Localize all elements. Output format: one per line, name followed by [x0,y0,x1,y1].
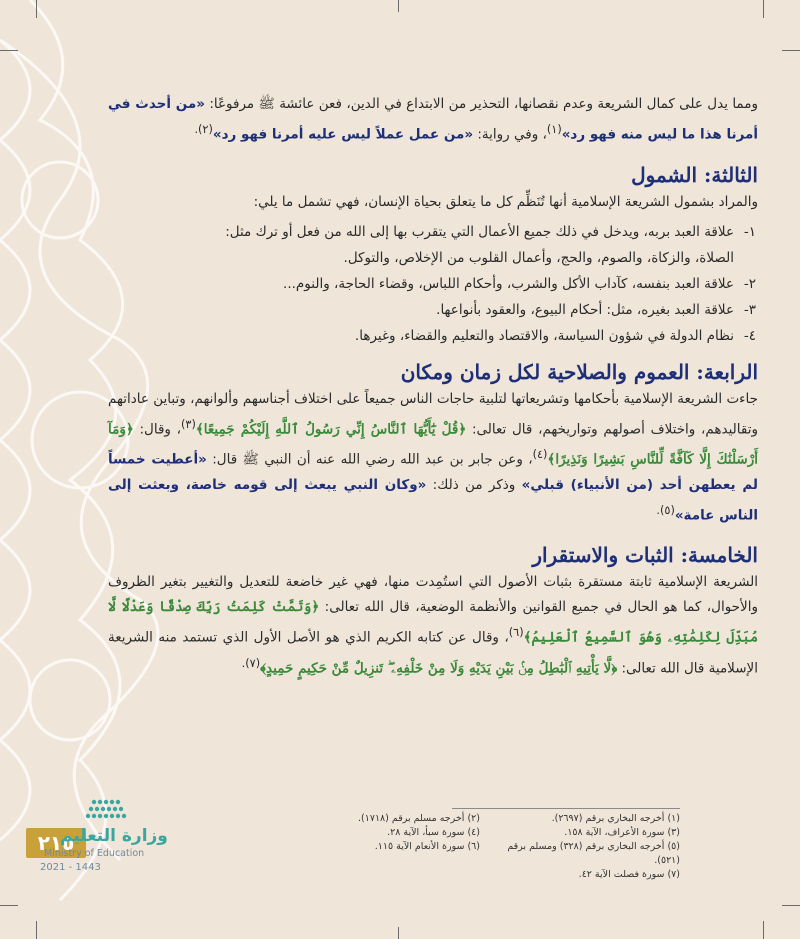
quran-verse: ﴿وَمَآ أَرْسَلْنَٰكَ إِلَّا كَآفَّةً لِّلنَّاسِ بَشِيرًا وَنَذِيرًا﴾ [108,421,758,468]
section-heading-comprehensiveness: الثالثة: الشمول [631,162,758,187]
hadith-quote: «وكان النبي يبعث إلى قومه خاصة، وبعثت إلى الناس عامة» [108,476,758,523]
hadith-quote: «من أحدث في أمرنا هذا ما ليس منه فهو رد» [108,96,758,143]
crop-mark [0,50,18,51]
footnote: (٧) سورة فصلت الآية ٤٢. [578,869,680,880]
page-number: ٢١٥ [26,828,86,858]
crop-mark [398,0,399,12]
section3-intro: والمراد بشمول الشريعة الإسلامية أنها تُنَظِّم كل ما يتعلق بحياة الإنسان، فهي تشمل ما يلي: [253,193,758,210]
ministry-logo-icon [84,796,128,822]
list-item: ٢-علاقة العبد بنفسه، كآداب الأكل والشرب، وأحكام اللباس، وقضاء الحاجة، والنوم... [283,275,756,292]
hadith-quote: «من عمل عملاً ليس عليه أمرنا فهو رد» [212,126,474,143]
hadith-quote: «أعطيت خمساً لم يعطهن أحد (من الأنبياء) قبلي» [108,451,758,493]
quran-verse: ﴿لَّا يَأْتِيهِ ٱلْبَٰطِلُ مِنۢ بَيْنِ يَدَيْهِ وَلَا مِنْ خَلْفِهِۦ ۖ تَنزِيلٌ مِّنْ حَكِيمٍ حَمِيدٍ﴾ [260,660,618,676]
footnote-ref: (١) [546,123,562,136]
intro-paragraph: ومما يدل على كمال الشريعة وعدم نقصانها، التحذير من الابتداع في الدين، فعن عائشة ﷺ مرفوعًا: «من أحدث في أمرنا هذا ما ليس منه فهو رد»$^{(١)}$، وفي رواية: «من عمل عملاً ليس عليه أمرنا فهو رد»$^{(٢).}$ [108,96,758,143]
section4-paragraph: جاءت الشريعة الإسلامية بأحكامها وتشريعاتها لتلبية حاجات الناس جميعاً على اختلاف أجناسهم وألوانهم، وتباين عاداتهم وتقاليدهم، واختلاف أصولهم وتواريخهم، قال تعالى: ﴿قُلْ يَٰٓأَيُّهَا ٱلنَّاسُ إِنِّي رَسُولُ ٱللَّهِ إِلَيْكُمْ جَمِيعًا﴾$^{(٣)}$، وقال: ﴿وَمَآ أَرْسَلْنَٰكَ إِلَّا كَآفَّةً لِّلنَّاسِ بَشِيرًا وَنَذِيرًا﴾$^{(٤)}$، وعن جابر بن عبد الله رضي الله عنه أن النبي ﷺ قال: «أعطيت خمساً لم يعطهن أحد (من الأنبياء) قبلي» وذكر من ذلك: «وكان النبي يبعث إلى قومه خاصة، وبعثت إلى الناس عامة»$^{(٥).}$ [108,390,758,523]
footnote: (٣) سورة الأعراف، الآية ١٥٨. [564,827,680,838]
footnote: (١) أخرجه البخاري برقم (٢٦٩٧). [551,813,680,824]
footnote: (٦) سورة الأنعام الآية ١١٥. [374,841,480,852]
footnote-divider [452,808,680,809]
ministry-name-en: Ministry of Education [44,848,145,859]
edition-year: 2021 - 1443 [40,862,101,873]
footnote: (٢) أخرجه مسلم برقم (١٧١٨). [358,813,480,824]
footnote: (٤) سورة سبأ، الآية ٢٨. [387,827,480,838]
section-heading-stability: الخامسة: الثبات والاستقرار [532,543,758,567]
footnote: (٥) أخرجه البخاري برقم (٣٢٨) ومسلم برقم (٥٢١). [507,841,680,866]
crop-mark [782,50,800,51]
crop-mark [763,0,764,18]
footnote-ref: (٥). [656,503,675,517]
crop-mark [36,0,37,18]
footnotes [300,812,680,882]
footnote-ref: (٧). [241,656,261,670]
footnote-ref: (٢). [194,123,213,136]
section5-paragraph: الشريعة الإسلامية ثابتة مستقرة بثبات الأصول التي استُمِدت منها، فهي غير خاضعة للتعديل والتغيير بتغير الظروف والأحوال، كما هو الحال في جميع القوانين والأنظمة الوضعية، قال الله تعالى: ﴿وَتَمَّتْ كَلِمَتُ رَبِّكَ صِدْقًا وَعَدْلًا لَّا مُبَدِّلَ لِكَلِمَٰتِهِۦ وَهُوَ ٱلسَّمِيعُ ٱلْعَلِيمُ﴾$^{(٦)}$، وقال عن كتابه الكريم الذي هو الأصل الأول الذي تستمد منه الشريعة الإسلامية قال الله تعالى: ﴿لَّا يَأْتِيهِ ٱلْبَٰطِلُ مِنۢ بَيْنِ يَدَيْهِ وَلَا مِنْ خَلْفِهِۦ ۖ تَنزِيلٌ مِّنْ حَكِيمٍ حَمِيدٍ﴾$^{(٧).}$ [108,574,758,676]
crop-mark [398,927,399,939]
list-item: ٤-نظام الدولة في شؤون السياسة، والاقتصاد والتعليم والقضاء، وغيرها. [354,327,756,344]
page-content [108,92,758,681]
crop-mark [36,921,37,939]
crop-mark [763,921,764,939]
crop-mark [0,905,18,906]
section-heading-universality: الرابعة: العموم والصلاحية لكل زمان ومكان [400,359,758,384]
quran-verse: ﴿قُلْ يَٰٓأَيُّهَا ٱلنَّاسُ إِنِّي رَسُولُ ٱللَّهِ إِلَيْكُمْ جَمِيعًا﴾ [195,421,467,437]
ministry-name: وزارة التعليم [60,826,168,846]
list-item: ٣-علاقة العبد بغيره، مثل: أحكام البيوع، والعقود بأنواعها. [436,301,756,318]
footnote-ref: (٦) [508,626,524,639]
comprehensiveness-list [108,219,758,349]
list-item-sub: الصلاة، والزكاة، والصوم، والحج، وأعمال القلوب من الإخلاص، والتوكل. [343,249,734,266]
crop-mark [782,905,800,906]
footnote-ref: (٤) [532,448,548,461]
footnote-ref: (٣) [181,417,196,431]
list-item: ١-علاقة العبد بربه، ويدخل في ذلك جميع الأعمال التي يتقرب بها إلى الله من فعل أو ترك مثل: [225,223,756,240]
quran-verse: ﴿وَتَمَّتْ كَلِمَتُ رَبِّكَ صِدْقًا وَعَدْلًا لَّا مُبَدِّلَ لِكَلِمَٰتِهِۦ وَهُوَ ٱلسَّمِيعُ ٱلْعَلِيمُ﴾ [108,599,758,646]
